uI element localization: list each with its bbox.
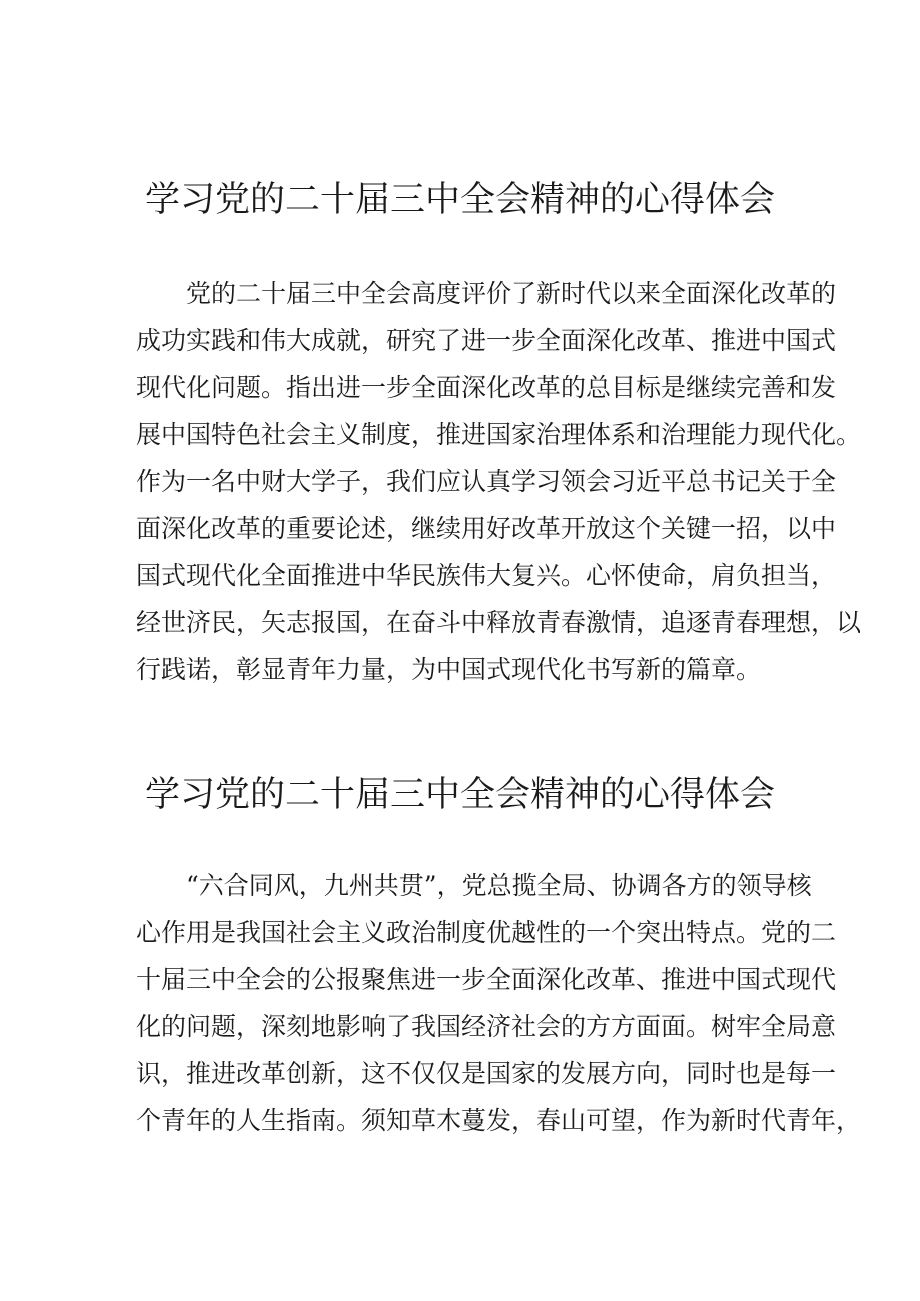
paragraph-line: 国式现代化全面推进中华民族伟大复兴。心怀使命，肩负担当， [136, 561, 837, 590]
paragraph-line: 成功实践和伟大成就，研究了进一步全面深化改革、推进中国式 [136, 326, 837, 355]
paragraph-line: 十届三中全会的公报聚焦进一步全面深化改革、推进中国式现代 [136, 965, 837, 994]
section-title: 学习党的二十届三中全会精神的心得体会 [144, 180, 775, 220]
paragraph-line: 行践诺，彰显青年力量，为中国式现代化书写新的篇章。 [136, 655, 762, 684]
paragraph-line: 党的二十届三中全会高度评价了新时代以来全面深化改革的 [136, 279, 837, 308]
paragraph-line: 现代化问题。指出进一步全面深化改革的总目标是继续完善和发 [136, 373, 837, 402]
paragraph-line: 识，推进改革创新，这不仅仅是国家的发展方向，同时也是每一 [136, 1059, 837, 1088]
paragraph-line: 作为一名中财大学子，我们应认真学习领会习近平总书记关于全 [136, 467, 837, 496]
section-paragraph [136, 862, 862, 1144]
paragraph-line: “六合同风，九州共贯”，党总揽全局、协调各方的领导核 [136, 871, 812, 900]
paragraph-line: 心作用是我国社会主义政治制度优越性的一个突出特点。党的二 [136, 918, 837, 947]
paragraph-line: 展中国特色社会主义制度，推进国家治理体系和治理能力现代化。 [136, 420, 862, 449]
paragraph-line: 面深化改革的重要论述，继续用好改革开放这个关键一招，以中 [136, 514, 837, 543]
section-paragraph [136, 270, 862, 693]
section-title: 学习党的二十届三中全会精神的心得体会 [144, 775, 775, 815]
paragraph-line: 经世济民，矢志报国，在奋斗中释放青春激情，追逐青春理想，以 [136, 608, 862, 637]
paragraph-line: 个青年的人生指南。须知草木蔓发，春山可望，作为新时代青年， [136, 1106, 862, 1135]
paragraph-line: 化的问题，深刻地影响了我国经济社会的方方面面。树牢全局意 [136, 1012, 837, 1041]
